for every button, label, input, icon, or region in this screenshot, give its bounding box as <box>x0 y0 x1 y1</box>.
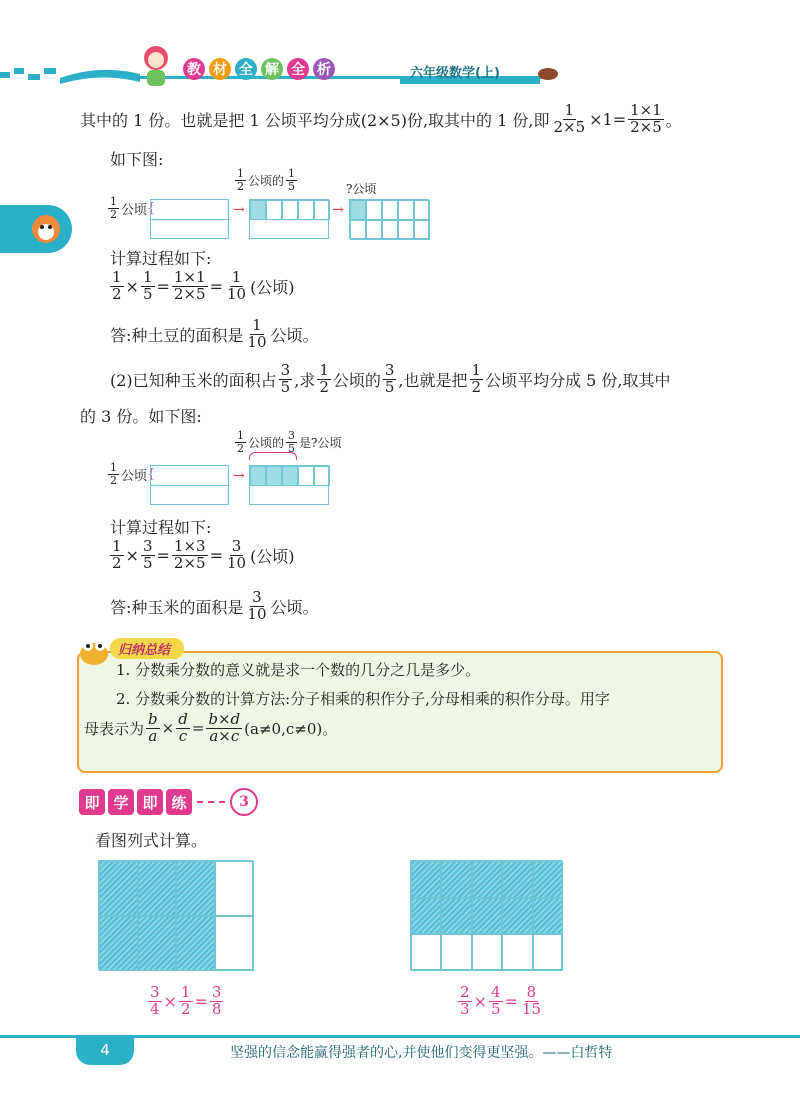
header-wave-graphic <box>0 60 800 90</box>
logo-char: 全 <box>287 58 309 80</box>
arrow-icon: → <box>233 202 245 218</box>
practice-instruction: 看图列式计算。 <box>95 831 208 850</box>
header-grade: 六年级数学(上) <box>410 66 500 81</box>
practice-char: 学 <box>108 789 134 815</box>
diagram2-rect2 <box>249 465 329 505</box>
logo-char: 材 <box>209 58 231 80</box>
rxt-label-1: 如下图: <box>110 150 164 169</box>
arrow-icon: → <box>233 468 245 484</box>
summary-item-2: 2. 分数乘分数的计算方法:分子相乘的积作分子,分母相乘的积作分母。用字 <box>116 690 610 708</box>
practice-char: 即 <box>137 789 163 815</box>
calc2-title: 计算过程如下: <box>110 518 212 537</box>
practice-char: 即 <box>79 789 105 815</box>
answer1: 答:种土豆的面积是 $\frac{1}{10}$ 公顷。 <box>110 316 319 351</box>
half-hectare-label-2: $\frac{1}{2}$ 公顷 { <box>110 461 156 487</box>
practice-char: 练 <box>166 789 192 815</box>
summary-item-3: 母表示为 $\frac{b}{a}$ × $\frac{d}{c}$ = $\frac{b\times d}{a\times c}$ (a≠0,c≠0)。 <box>84 710 338 745</box>
calc1-formula: $\frac{1}{2}$ × $\frac{1}{5}$ = $\frac{1\times 1}{2\times 5}$ = $\frac{1}{10}$ (公顷) <box>112 268 295 303</box>
header-logo <box>183 58 335 80</box>
diagram1-label2: $\frac{1}{2}$ 公顷的 $\frac{1}{5}$ <box>237 167 296 193</box>
logo-char: 教 <box>183 58 205 80</box>
logo-char: 全 <box>235 58 257 80</box>
fraction: $\frac{1}{2\times 5}$ <box>553 101 586 136</box>
diagram2-rect1 <box>150 465 229 505</box>
side-tab <box>0 205 72 253</box>
practice-dash <box>197 801 225 803</box>
paragraph-line1: 其中的 1 份。也就是把 1 公顷平均分成(2×5)份,取其中的 1 份,即 $\frac{1}{2\times 5}$ ×1= $\frac{1\times 1}{2\times 5}$ 。 <box>80 101 682 136</box>
mascot-girl-icon <box>135 42 177 90</box>
header-decoration <box>0 60 800 90</box>
diagram2-label: $\frac{1}{2}$ 公顷的 $\frac{3}{5}$ 是?公顷 <box>237 429 342 455</box>
part2-line1: (2)已知种玉米的面积占 $\frac{3}{5}$ ,求 $\frac{1}{2}$ 公顷的 $\frac{3}{5}$ ,也就是把 $\frac{1}{2}$ 公顷平均分成 5 份,取其中 <box>110 361 671 396</box>
arrow-icon: → <box>332 202 344 218</box>
answer2: 答:种玉米的面积是 $\frac{3}{10}$ 公顷。 <box>110 588 319 623</box>
half-hectare-label: $\frac{1}{2}$ 公顷 { <box>110 195 156 221</box>
summary-frog-icon <box>78 636 110 670</box>
fox-mascot-icon <box>0 205 72 253</box>
practice-equation-1: $\frac{3}{4}$ × $\frac{1}{2}$ = $\frac{3}{8}$ <box>150 983 222 1018</box>
diagram1-rect1 <box>150 199 229 239</box>
diagram1-label3: ?公顷 <box>346 182 377 196</box>
diagram1-rect3 <box>349 199 429 239</box>
brace <box>249 452 297 460</box>
summary-tag: 归纳总结 <box>110 638 184 659</box>
practice-header <box>79 788 258 816</box>
page-number: 4 <box>76 1035 134 1065</box>
part2-line2: 的 3 份。如下图: <box>80 407 202 426</box>
footer-quote: 坚强的信念能赢得强者的心,并使他们变得更坚强。——白哲特 <box>230 1045 613 1061</box>
logo-char: 解 <box>261 58 283 80</box>
practice-equation-2: $\frac{2}{3}$ × $\frac{4}{5}$ = $\frac{8}{15}$ <box>460 983 541 1018</box>
logo-char: 析 <box>313 58 335 80</box>
fraction: $\frac{1\times 1}{2\times 5}$ <box>630 101 662 136</box>
practice-number: 3 <box>230 788 258 816</box>
calc1-title: 计算过程如下: <box>110 249 212 268</box>
summary-item-1: 1. 分数乘分数的意义就是求一个数的几分之几是多少。 <box>116 661 481 679</box>
diagram1-rect2 <box>249 199 329 239</box>
practice-figure-2 <box>410 860 562 970</box>
calc2-formula: $\frac{1}{2}$ × $\frac{3}{5}$ = $\frac{1\times 3}{2\times 5}$ = $\frac{3}{10}$ (公顷) <box>112 537 295 572</box>
practice-figure-1 <box>98 860 253 970</box>
